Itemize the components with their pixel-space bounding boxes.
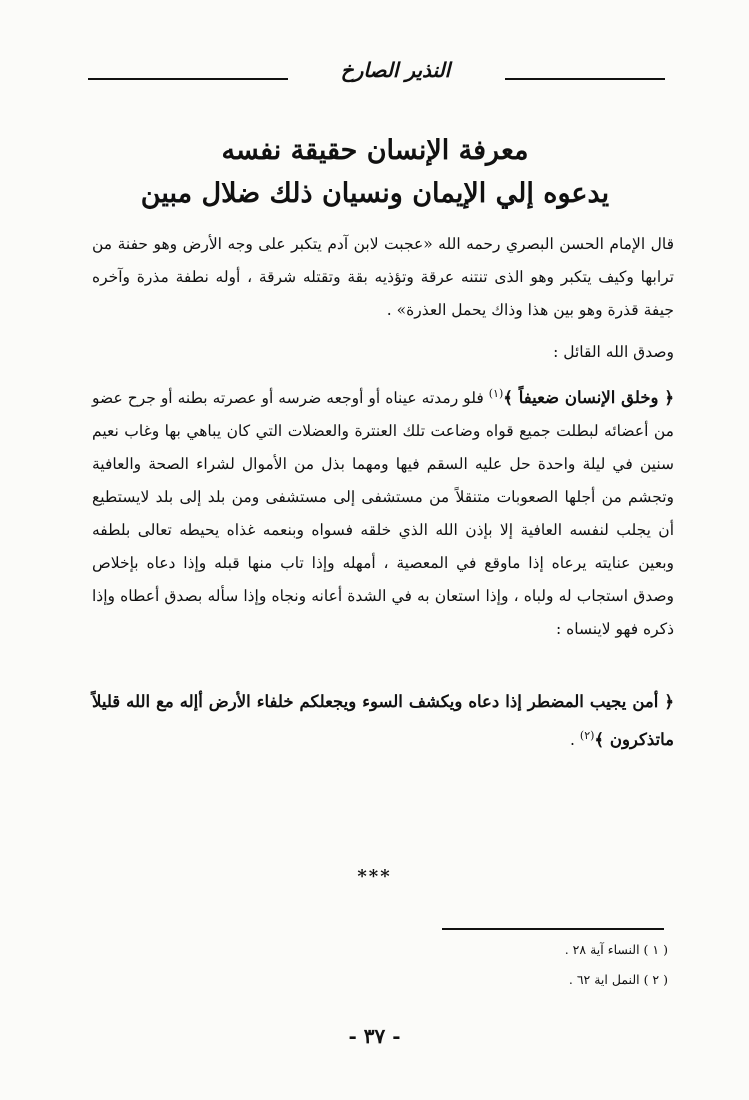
- paragraph-naml-verse: [92, 685, 674, 757]
- paragraph-intro-verse: وصدق الله القائل :: [553, 343, 674, 361]
- footnote-rule: [442, 928, 664, 930]
- header-title: النذير الصارخ: [340, 58, 451, 82]
- footnote-1: ( ١ ) النساء آية ٢٨ .: [564, 942, 668, 957]
- header-rule-left: [88, 78, 288, 80]
- headline-line-1: معرفة الإنسان حقيقة نفسه: [221, 135, 529, 166]
- footnote-ref-1[interactable]: (١): [488, 387, 504, 400]
- footnote-2: ( ٢ ) النمل اية ٦٢ .: [568, 972, 668, 987]
- paragraph-hasan-basri-quote: قال الإمام الحسن البصري رحمه الله «عجبت لابن آدم يتكبر على وجه الأرض وهو حفنة من ترابها وكيف يتكبر وهو الذى تنتنه عرقة وتؤذيه بقة وتقتله شرقة ، أوله نطفة مذرة وآخره جيفة قذرة وهو بين هذا وذاك يحمل العذرة» .: [92, 235, 674, 319]
- quran-verse-naml: ﴿ أمن يجيب المضطر إذا دعاه ويكشف السوء ويجعلكم خلفاء الأرض أإله مع الله قليلاً ماتذكرون ﴾: [92, 692, 674, 750]
- quran-verse-nisa: ﴿ وخلق الإنسان ضعيفاً ﴾: [503, 388, 674, 408]
- section-separator: ***: [357, 866, 392, 887]
- running-header: [88, 58, 665, 88]
- headline-line-2: يدعوه إلي الإيمان ونسيان ذلك ضلال مبين: [140, 178, 610, 209]
- paragraph-weakness-text: فلو رمدته عيناه أو أوجعه ضرسه أو عصرته بطنه أو جرح عضو من أعضائه لبطلت جميع قواه وضاعت تلك العنترة والعضلات التي كان يباهي بها وغاب نعيم سنين في ليلة واحدة حل عليه السقم فيها ومهما بذل من الأموال لشراء الصحة والعافية وتجشم من أجلها الصعوبات متنقلاً من مستشفى إلى مستشفى ومن بلد إلى بلد لايستطيع أن يجلب لنفسه العافية إلا بإذن الله الذي خلقه فسواه وبنعمه غذاه يحيطه تعالى بلطفه وبعين عنايته يرعاه إذا ماوقع في المعصية ، أمهله وإذا تاب منها قبله وإذا دعاه بإخلاص وصدق استجاب له ولباه ، وإذا استعان به في الشدة أعانه ونجاه وإذا سأله بصدق أعطاه وإذا ذكره فهو لاينساه :: [92, 389, 674, 639]
- header-rule-right: [505, 78, 665, 80]
- page-number: - ٣٧ -: [348, 1024, 401, 1048]
- footnote-ref-2[interactable]: (٢): [579, 729, 595, 742]
- paragraph-naml-tail: .: [570, 731, 580, 750]
- paragraph-weakness: [92, 377, 674, 646]
